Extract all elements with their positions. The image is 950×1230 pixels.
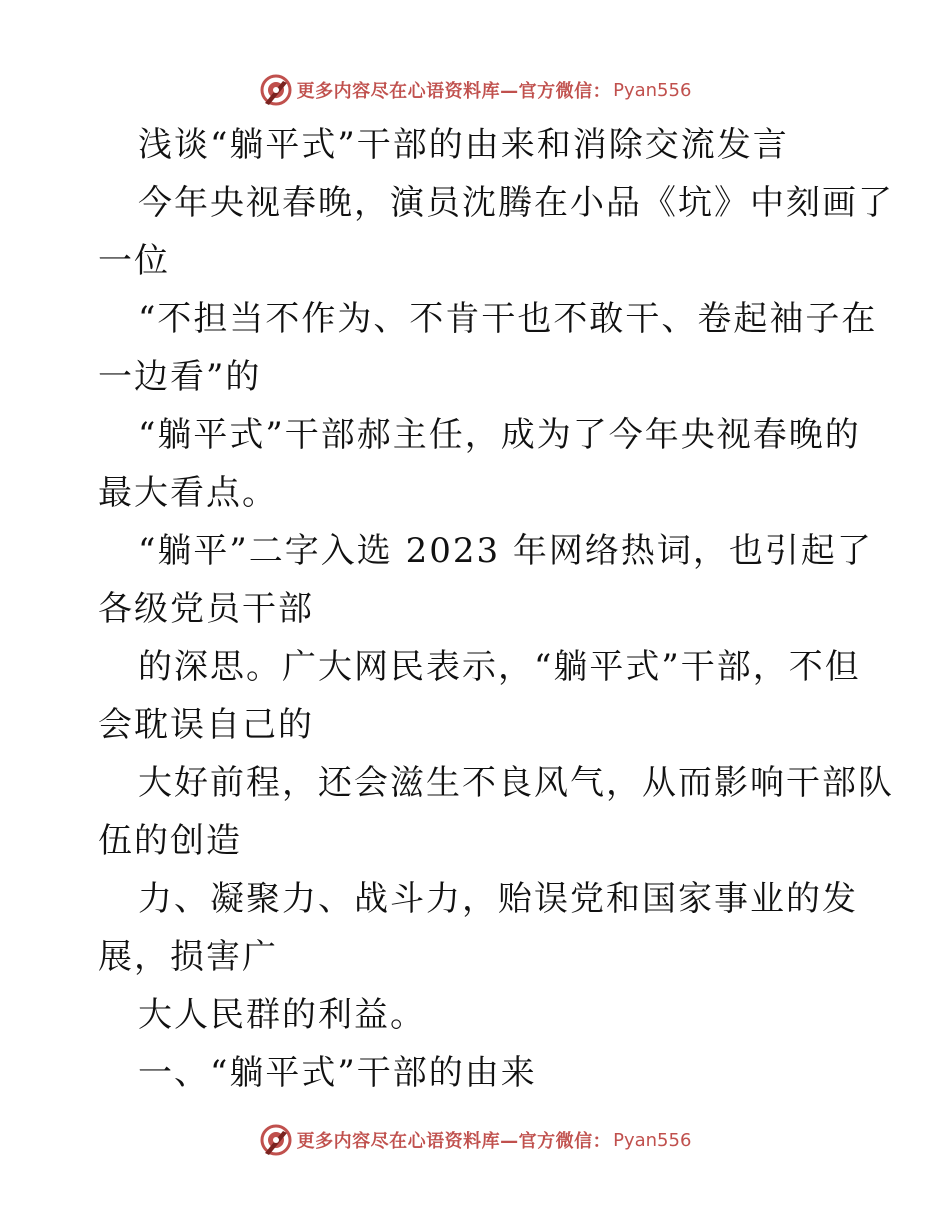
- document-title: 浅谈“躺平式”干部的由来和消除交流发言: [138, 125, 789, 165]
- text-line: 大人民群的利益。: [138, 995, 426, 1035]
- section-heading: 一、“躺平式”干部的由来: [138, 1053, 537, 1093]
- text-line: 今年央视春晚，演员沈腾在小品《坑》中刻画了: [138, 183, 894, 223]
- text-line: 一位: [98, 241, 170, 281]
- text-line: “躺平”二字入选 2023 年网络热词，也引起了: [138, 531, 873, 571]
- footer-watermark: [0, 1120, 950, 1160]
- watermark-contact: Pyan556: [613, 79, 692, 101]
- watermark-contact: Pyan556: [613, 1129, 692, 1151]
- quill-logo-icon: [259, 1123, 293, 1157]
- text-line: 伍的创造: [98, 821, 242, 861]
- text-line: “躺平式”干部郝主任，成为了今年央视春晚的: [138, 415, 861, 455]
- watermark-text: 更多内容尽在心语资料库—官方微信：: [296, 81, 612, 102]
- text-line: 的深思。广大网民表示，“躺平式”干部，不但: [138, 647, 861, 687]
- header-watermark: [0, 70, 950, 110]
- text-line: 一边看”的: [98, 357, 262, 397]
- watermark-text: 更多内容尽在心语资料库—官方微信：: [296, 1131, 612, 1152]
- text-line: 大好前程，还会滋生不良风气，从而影响干部队: [138, 763, 894, 803]
- document-body: [98, 116, 894, 1102]
- text-line: 最大看点。: [98, 473, 278, 513]
- text-line: 各级党员干部: [98, 589, 314, 629]
- text-line: 会耽误自己的: [98, 705, 314, 745]
- text-line: 展，损害广: [98, 937, 278, 977]
- quill-logo-icon: [259, 73, 293, 107]
- text-line: “不担当不作为、不肯干也不敢干、卷起袖子在: [138, 299, 878, 339]
- text-line: 力、凝聚力、战斗力，贻误党和国家事业的发: [138, 879, 858, 919]
